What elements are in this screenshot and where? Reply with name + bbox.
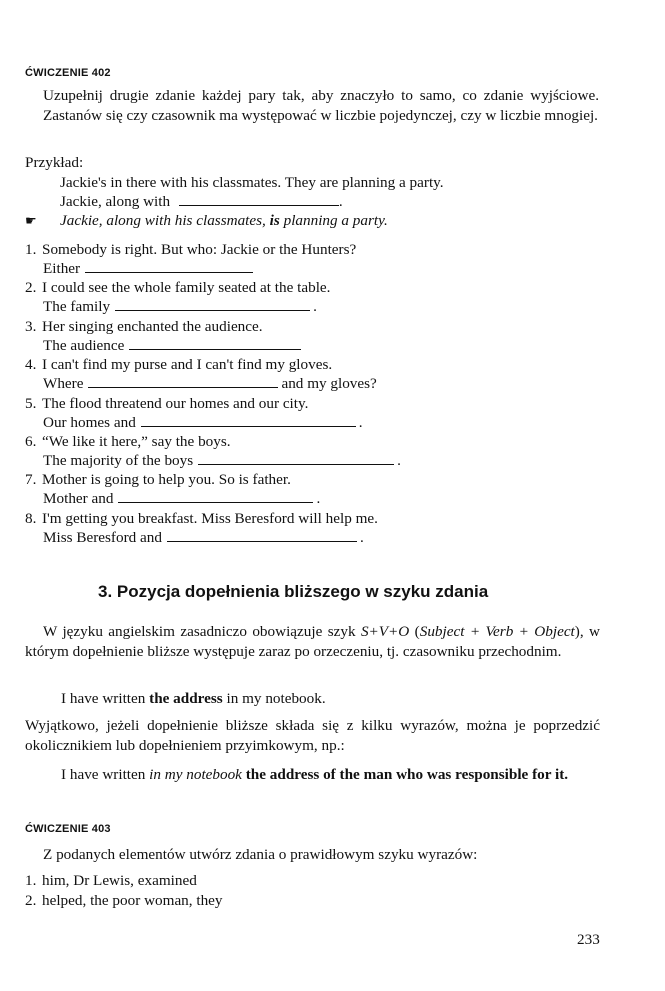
exercise-item-prompt (43, 528, 364, 547)
example-answer (60, 211, 388, 230)
exercise-item-prompt (43, 489, 320, 508)
item-sentence: “We like it here,” say the boys. (42, 433, 231, 450)
prompt-end: . (313, 298, 317, 316)
exercise-402-instruction: Uzupełnij drugie zdanie każdej pary tak, aby znaczyło to samo, co zdanie wyjściowe. Zastanów się czy czasownik ma występować w liczbie pojedynczej, czy w liczbie mnogiej. (43, 87, 599, 124)
answer-blank[interactable] (88, 374, 278, 388)
example-prompt: Jackie, along with . (60, 193, 343, 210)
item-sentence: I'm getting you breakfast. Miss Beresford will help me. (42, 509, 378, 527)
exercise-item (25, 240, 356, 259)
item-sentence: I could see the whole family seated at the table. (42, 279, 331, 297)
answer-blank[interactable] (198, 451, 394, 465)
exercise-item (25, 509, 378, 528)
item-text: him, Dr Lewis, examined (42, 872, 197, 889)
answer-blank[interactable] (118, 489, 313, 503)
answer-blank (179, 192, 339, 206)
prompt-start: Where (43, 375, 84, 393)
example-text: I have written (61, 766, 150, 783)
section-title: 3. Pozycja dopełnienia bliższego w szyku zdania (98, 582, 489, 601)
prompt-end: . (358, 413, 363, 431)
answer-blank[interactable] (115, 297, 310, 311)
prompt-end: . (359, 528, 364, 546)
exercise-item-prompt (43, 336, 304, 355)
section-paragraph-2: Wyjątkowo, jeżeli dopełnienie bliższe składa się z kilku wyrazów, można je poprzedzić okolicznikiem lub dopełnieniem przyimkowym, np.: (25, 717, 600, 754)
item-text: helped, the poor woman, they (42, 891, 223, 909)
item-sentence: Somebody is right. But who: Jackie or the Hunters? (42, 241, 357, 258)
prompt-start: Our homes and (43, 413, 136, 431)
example-label: Przykład: (25, 154, 84, 171)
exercise-item (25, 394, 308, 413)
exercise-item (25, 355, 332, 374)
answer-blank[interactable] (167, 528, 357, 542)
item-number: 2. (25, 279, 37, 297)
item-number: 1. (25, 872, 37, 889)
answer-blank[interactable] (129, 336, 301, 350)
example-text: I have written (61, 690, 150, 707)
item-sentence: I can't find my purse and I can't find my gloves. (42, 356, 333, 374)
prompt-end: . (316, 490, 321, 508)
prompt-start: The family (43, 298, 111, 316)
example-object: the address (149, 690, 223, 707)
item-sentence: The flood threatend our homes and our city. (42, 394, 309, 412)
example-object: the address of the man who was responsible for it. (241, 766, 569, 783)
page-number: 233 (577, 931, 600, 948)
answer-blank[interactable] (141, 413, 356, 427)
section-paragraph-1 (25, 622, 600, 662)
item-number: 4. (25, 356, 37, 374)
exercise-403-item (25, 891, 223, 910)
prompt-start: Miss Beresford and (43, 528, 162, 546)
exercise-403-instruction: Z podanych elementów utwórz zdania o prawidłowym szyku wyrazów: (43, 846, 478, 863)
section-example-1 (61, 689, 326, 708)
example-answer-verb: is (269, 212, 280, 229)
item-number: 7. (25, 471, 37, 489)
example-answer-part: planning a party. (279, 212, 388, 229)
item-sentence: Mother is going to help you. So is father. (42, 471, 291, 489)
exercise-item-prompt (43, 374, 377, 393)
prompt-start: The majority of the boys (43, 452, 194, 469)
prompt-start: The audience (43, 336, 125, 354)
exercise-402-heading: ĆWICZENIE 402 (25, 67, 111, 79)
example-prompt-text: Jackie, along with (60, 193, 171, 210)
exercise-item-prompt (43, 297, 317, 316)
exercise-403-item (25, 871, 197, 890)
exercise-item (25, 432, 231, 451)
example-adverbial: in my notebook (149, 766, 242, 783)
paragraph-text: ( (409, 623, 420, 640)
exercise-403-heading: ĆWICZENIE 403 (25, 823, 111, 835)
item-number: 2. (25, 891, 37, 909)
exercise-item (25, 317, 263, 336)
prompt-end: . (397, 452, 401, 469)
item-number: 1. (25, 241, 37, 258)
answer-blank[interactable] (85, 259, 253, 273)
paragraph-text: W języku angielskim zasadniczo obowiązuje szyk (43, 623, 361, 640)
exercise-item-prompt (43, 259, 256, 278)
prompt-start: Either (43, 260, 81, 277)
item-number: 6. (25, 433, 37, 450)
item-number: 3. (25, 317, 37, 335)
example-sentence: Jackie's in there with his classmates. They are planning a party. (60, 174, 444, 191)
example-answer-part: Jackie, along with his classmates, (60, 212, 270, 229)
syntax-formula: S+V+O (360, 623, 410, 640)
section-example-2 (61, 765, 568, 784)
pointing-hand-icon: ☛ (25, 213, 37, 228)
prompt-end: and my gloves? (281, 375, 377, 393)
example-text: in my notebook. (222, 690, 326, 707)
prompt-start: Mother and (43, 490, 114, 508)
exercise-item (25, 278, 330, 297)
exercise-item (25, 470, 291, 489)
item-number: 5. (25, 394, 37, 412)
paragraph-text: ), w którym dopełnienie bliższe występuje zaraz po orzeczeniu, tj. czasowniku przechodnim. (25, 623, 600, 660)
syntax-gloss: Subject + Verb + Object (419, 623, 575, 640)
item-number: 8. (25, 509, 37, 527)
item-sentence: Her singing enchanted the audience. (42, 317, 263, 335)
exercise-item-prompt (43, 413, 363, 432)
exercise-item-prompt (43, 451, 401, 470)
